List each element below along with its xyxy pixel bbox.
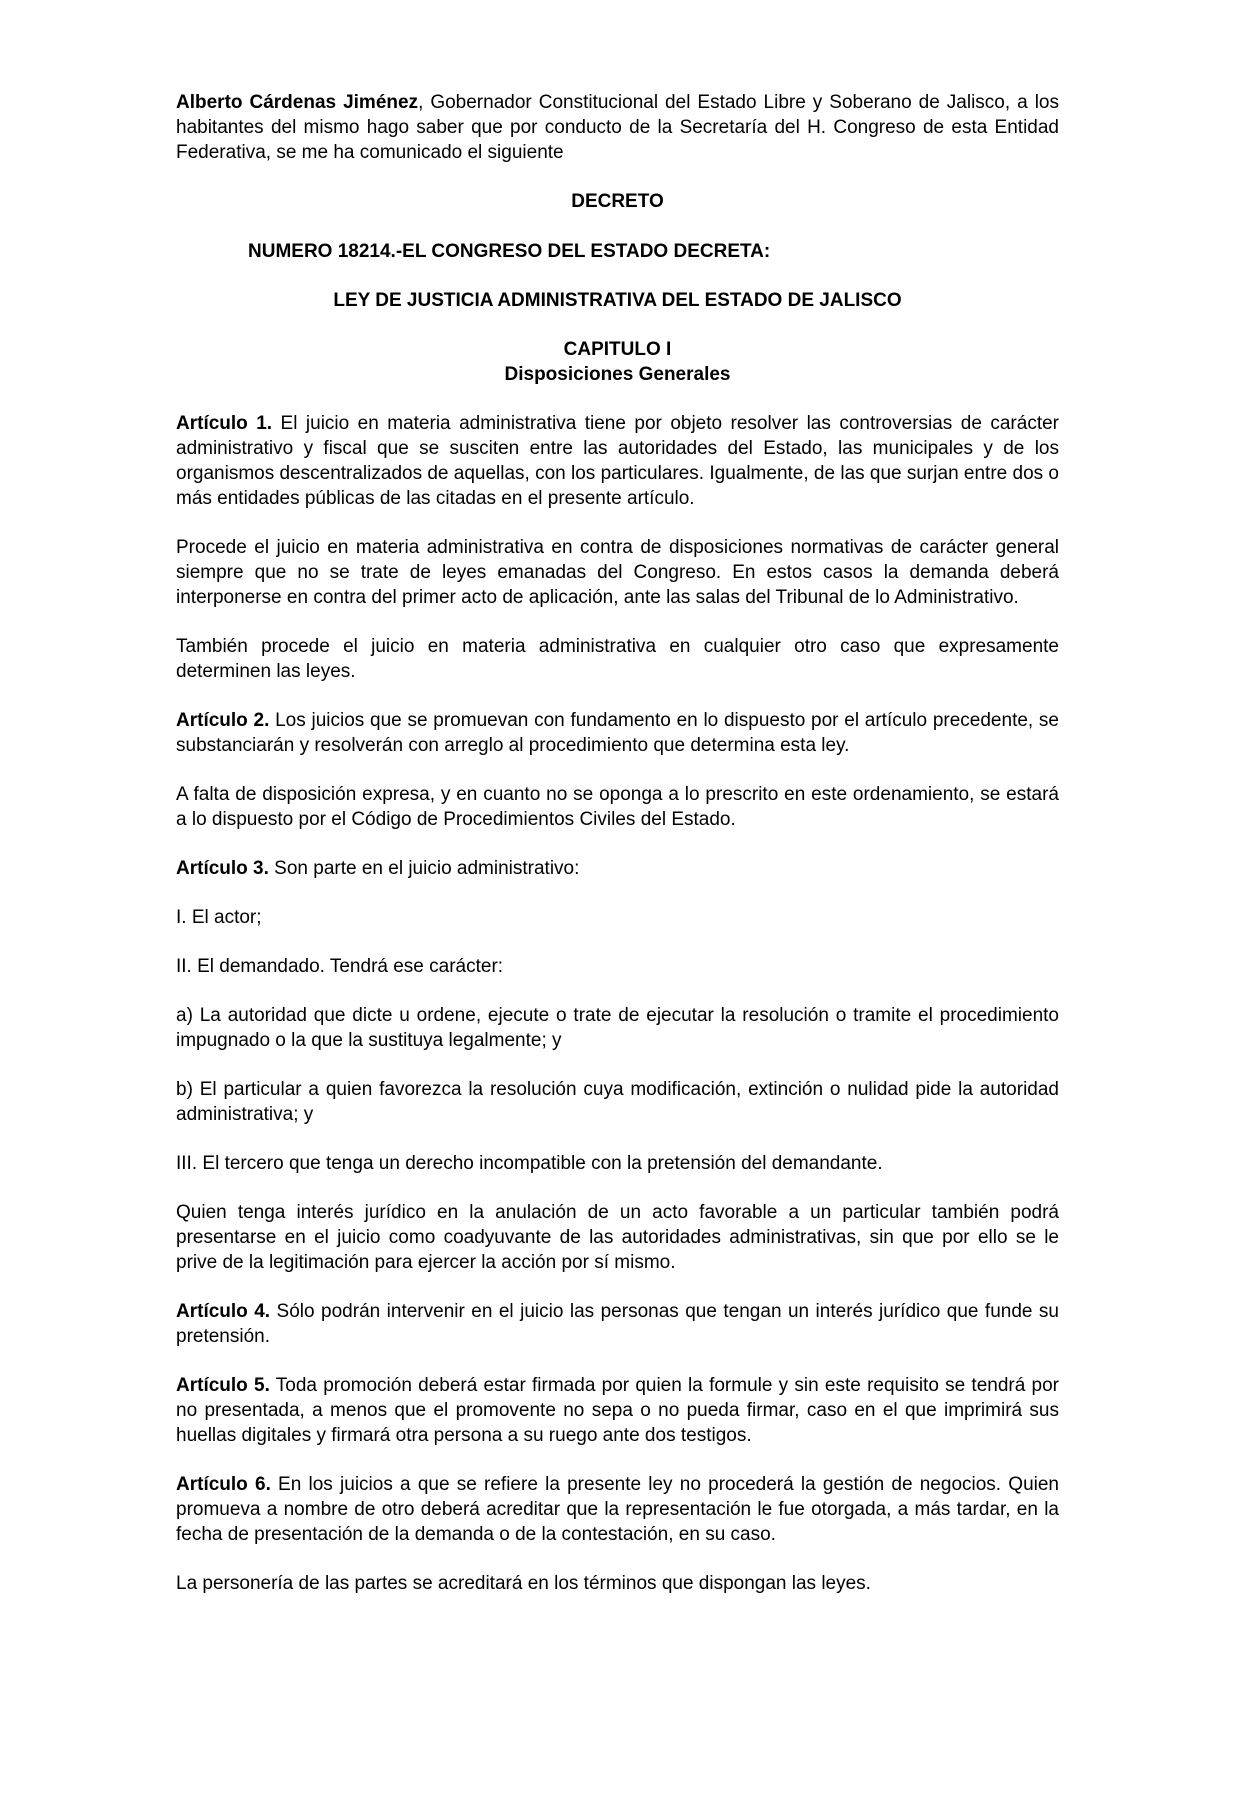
decreto-title: DECRETO <box>571 191 664 212</box>
chapter-heading <box>176 337 1059 387</box>
article-2-paragraph-2: A falta de disposición expresa, y en cuanto no se oponga a lo prescrito en este ordenamiento, se estará a lo dispuesto por el Código de Procedimientos Civiles del Estado. <box>176 784 1059 830</box>
article-4 <box>176 1299 1059 1349</box>
chapter-name: Disposiciones Generales <box>504 364 731 385</box>
article-2-label: Artículo 2. <box>176 710 270 731</box>
article-3-label: Artículo 3. <box>176 858 269 879</box>
article-5 <box>176 1373 1059 1448</box>
article-3 <box>176 856 1059 881</box>
article-1-paragraph-2: Procede el juicio en materia administrativa en contra de disposiciones normativas de carácter general siempre que no se trate de leyes emanadas del Congreso. En estos casos la demanda deberá interponerse en contra del primer acto de aplicación, ante las salas del Tribunal de lo Administrativo. <box>176 537 1059 608</box>
chapter-number: CAPITULO I <box>563 339 672 360</box>
article-1-label: Artículo 1. <box>176 413 273 434</box>
article-2 <box>176 708 1059 758</box>
article-2-text: Los juicios que se promuevan con fundamento en lo dispuesto por el artículo precedente, se substanciarán y resolverán con arreglo al procedimiento que determina esta ley. <box>176 710 1060 756</box>
article-4-text: Sólo podrán intervenir en el juicio las personas que tengan un interés jurídico que funde su pretensión. <box>176 1301 1059 1347</box>
intro-text: , Gobernador Constitucional del Estado Libre y Soberano de Jalisco, a los habitantes del mismo hago saber que por conducto de la Secretaría del H. Congreso de esta Entidad Federativa, se me ha comunicado el siguiente <box>176 92 1059 163</box>
decreto-number: NUMERO 18214.-EL CONGRESO DEL ESTADO DECRETA: <box>248 241 771 262</box>
article-3-item-1: I. El actor; <box>176 907 262 928</box>
article-5-label: Artículo 5. <box>176 1375 270 1396</box>
article-3-item-b: b) El particular a quien favorezca la resolución cuya modificación, extinción o nulidad pide la autoridad administrativa; y <box>176 1079 1059 1125</box>
article-1-text: El juicio en materia administrativa tiene por objeto resolver las controversias de carácter administrativo y fiscal que se susciten entre las autoridades del Estado, las municipales y de los organismos descentralizados de aquellas, con los particulares. Igualmente, de las que surjan entre dos o más entidades públicas de las citadas en el presente artículo. <box>176 413 1059 509</box>
article-6-text: En los juicios a que se refiere la presente ley no procederá la gestión de negocios. Quien promueva a nombre de otro deberá acreditar que la representación le fue otorgada, a más tardar, en la fecha de presentación de la demanda o de la contestación, en su caso. <box>176 1474 1059 1545</box>
article-6-paragraph-2: La personería de las partes se acreditará en los términos que dispongan las leyes. <box>176 1573 871 1594</box>
article-3-item-a: a) La autoridad que dicte u ordene, ejecute o trate de ejecutar la resolución o tramite el procedimiento impugnado o la que la sustituya legalmente; y <box>176 1005 1059 1051</box>
governor-name: Alberto Cárdenas Jiménez <box>176 92 419 113</box>
article-1-paragraph-3: También procede el juicio en materia administrativa en cualquier otro caso que expresamente determinen las leyes. <box>176 636 1059 682</box>
law-title: LEY DE JUSTICIA ADMINISTRATIVA DEL ESTADO DE JALISCO <box>333 290 902 311</box>
article-3-text: Son parte en el juicio administrativo: <box>268 858 580 879</box>
article-6 <box>176 1472 1059 1547</box>
article-6-label: Artículo 6. <box>176 1474 271 1495</box>
article-3-paragraph-last: Quien tenga interés jurídico en la anulación de un acto favorable a un particular también podrá presentarse en el juicio como coadyuvante de las autoridades administrativas, sin que por ello se le prive de la legitimación para ejercer la acción por sí mismo. <box>176 1202 1059 1273</box>
article-3-item-2: II. El demandado. Tendrá ese carácter: <box>176 956 504 977</box>
document-body <box>176 90 1059 1620</box>
article-3-item-3: III. El tercero que tenga un derecho incompatible con la pretensión del demandante. <box>176 1153 883 1174</box>
article-5-text: Toda promoción deberá estar firmada por quien la formule y sin este requisito se tendrá por no presentada, a menos que el promovente no sepa o no pueda firmar, caso en el que imprimirá sus huellas digitales y firmará otra persona a su ruego ante dos testigos. <box>176 1375 1060 1446</box>
article-1 <box>176 411 1059 511</box>
intro-paragraph <box>176 90 1059 165</box>
article-4-label: Artículo 4. <box>176 1301 271 1322</box>
